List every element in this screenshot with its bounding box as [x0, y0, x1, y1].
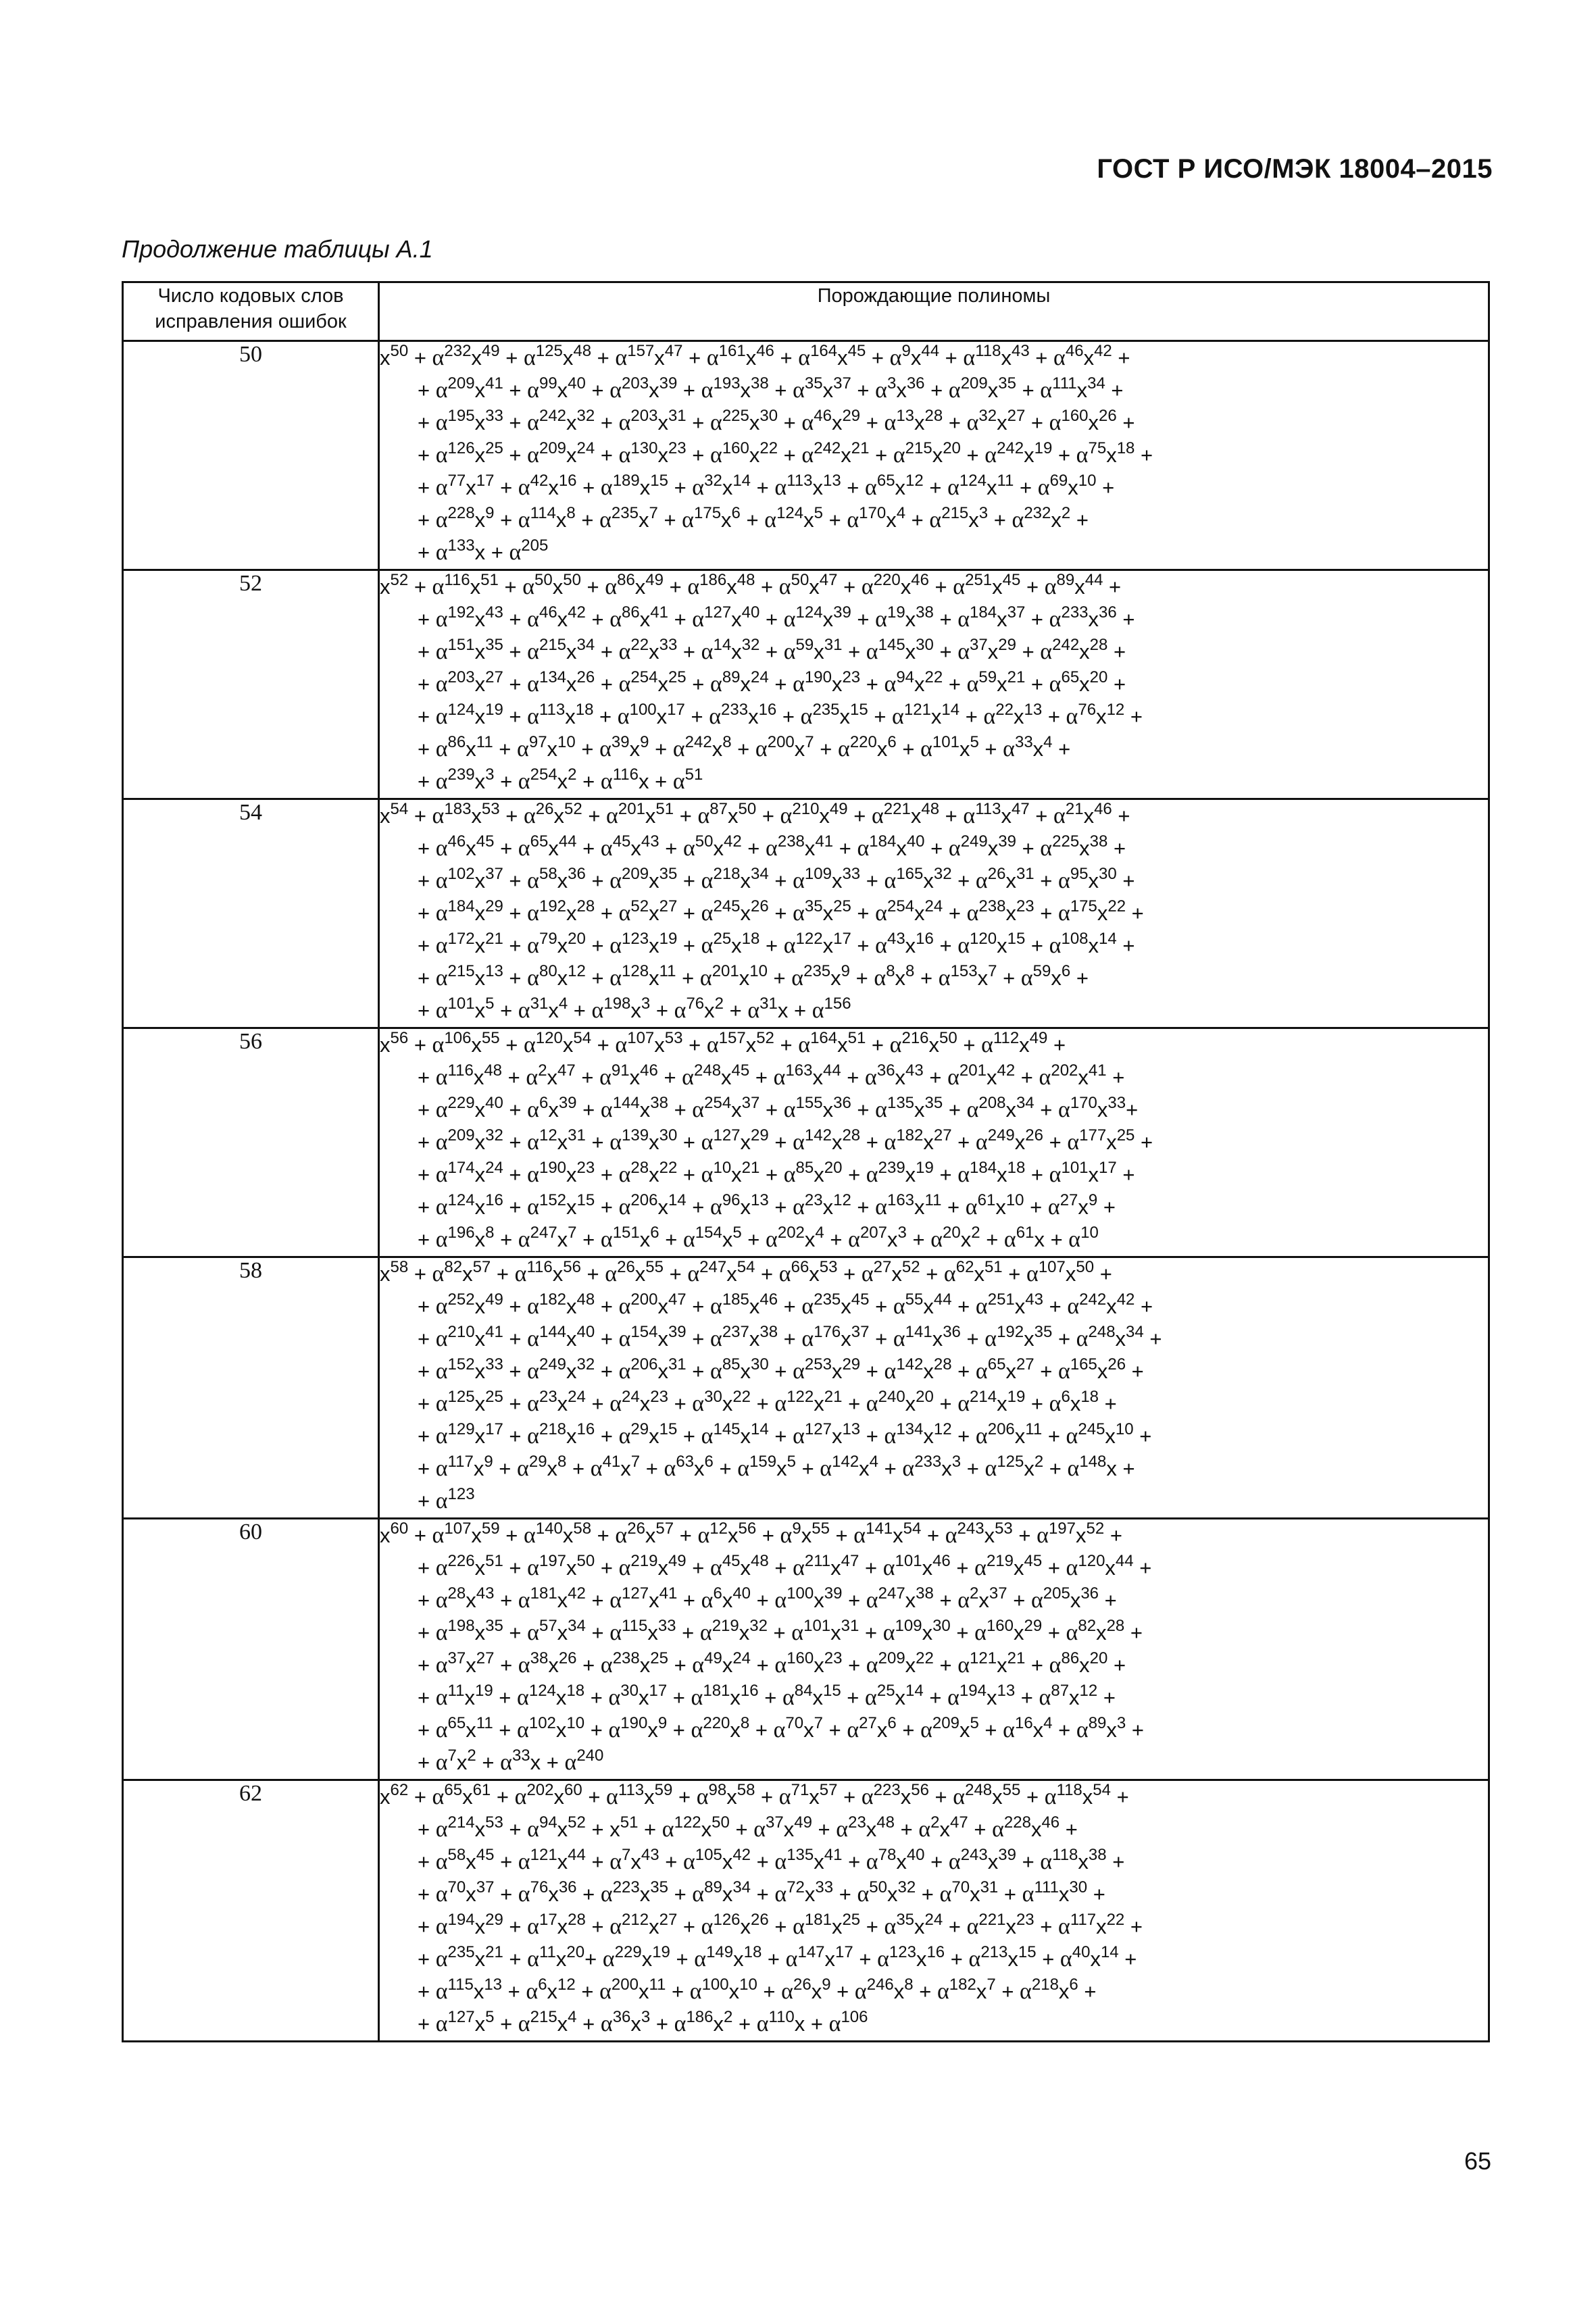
- generator-polynomial: [379, 341, 1489, 570]
- generator-polynomial: [379, 799, 1489, 1028]
- polynomial-line: + α7x2 + α33x + α240: [418, 1746, 604, 1775]
- page-number: 65: [1464, 2147, 1491, 2175]
- error-correction-count: 50: [123, 341, 379, 570]
- polynomial-line: + α115x13 + α6x12 + α200x11 + α100x10 + α26x9 + α246x8 + α182x7 + α218x6 +: [418, 1976, 1097, 2004]
- error-correction-count: 58: [123, 1257, 379, 1519]
- table-row: [123, 1257, 1489, 1519]
- polynomial-line: x62 + α65x61 + α202x60 + α113x59 + α98x58 + α71x57 + α223x56 + α248x55 + α118x54 +: [380, 1781, 1129, 1809]
- polynomial-line: + α28x43 + α181x42 + α127x41 + α6x40 + α100x39 + α247x38 + α2x37 + α205x36 +: [418, 1584, 1117, 1613]
- generator-polynomial: [379, 570, 1489, 799]
- polynomial-line: + α127x5 + α215x4 + α36x3 + α186x2 + α110x + α106: [418, 2008, 868, 2036]
- polynomial-line: + α125x25 + α23x24 + α24x23 + α30x22 + α122x21 + α240x20 + α214x19 + α6x18 +: [418, 1388, 1117, 1416]
- polynomial-line: + α174x24 + α190x23 + α28x22 + α10x21 + α85x20 + α239x19 + α184x18 + α101x17 +: [418, 1159, 1135, 1187]
- column-header-count-line2: исправления ошибок: [155, 311, 347, 332]
- table-body: [123, 341, 1489, 2042]
- polynomial-line: + α11x19 + α124x18 + α30x17 + α181x16 + α84x15 + α25x14 + α194x13 + α87x12 +: [418, 1682, 1116, 1710]
- polynomial-line: + α209x32 + α12x31 + α139x30 + α127x29 + α142x28 + α182x27 + α249x26 + α177x25 +: [418, 1126, 1153, 1155]
- table-row: [123, 341, 1489, 570]
- polynomial-line: + $\alpha^{77}x^{17} + \alpha^{42}x^{16} + \alpha^{189}x^{15} + \alpha^{32}x^{14} + \alpha^{113}x^{13} + \alpha^{65}x^{12} + \alpha^{124}x^{11} + \alpha^{69}x^{10}$ +: [418, 472, 1115, 500]
- polynomial-line: + α194x29 + α17x28 + α212x27 + α126x26 + α181x25 + α35x24 + α221x23 + α117x22 +: [418, 1911, 1143, 1939]
- table-row: [123, 1780, 1489, 2042]
- error-correction-count: 52: [123, 570, 379, 799]
- polynomial-line: + α70x37 + α76x36 + α223x35 + α89x34 + α72x33 + α50x32 + α70x31 + α111x30 +: [418, 1878, 1105, 1907]
- polynomial-line: + $\alpha^{195}x^{33} + \alpha^{242}x^{32} + \alpha^{203}x^{31} + \alpha^{225}x^{30} + \alpha^{46}x^{29} + \alpha^{13}x^{28} + \alpha^{32}x^{27} + \alpha^{160}x^{26}$ +: [418, 407, 1135, 435]
- polynomial-line: + α226x51 + α197x50 + α219x49 + α45x48 + α211x47 + α101x46 + α219x45 + α120x44 +: [418, 1552, 1152, 1580]
- polynomial-line: + α214x53 + α94x52 + x51 + α122x50 + α37x49 + α23x48 + α2x47 + α228x46 +: [418, 1813, 1078, 1842]
- polynomial-line: + α65x11 + α102x10 + α190x9 + α220x8 + α70x7 + α27x6 + α209x5 + α16x4 + α89x3 +: [418, 1714, 1144, 1742]
- polynomial-line: + α123: [418, 1485, 475, 1513]
- polynomial-line: + $\alpha^{203}x^{27} + \alpha^{134}x^{26} + \alpha^{254}x^{25} + \alpha^{89}x^{24} + \alpha^{190}x^{23} + \alpha^{94}x^{22} + \alpha^{59}x^{21} + \alpha^{65}x^{20}$ +: [418, 668, 1126, 697]
- polynomial-line: $x^{54} + \alpha^{183}x^{53} + \alpha^{26}x^{52} + \alpha^{201}x^{51} + \alpha^{87}x^{50} + \alpha^{210}x^{49} + \alpha^{221}x^{48} + \alpha^{113}x^{47} + \alpha^{21}x^{46}$ +: [380, 800, 1130, 828]
- polynomial-line: + $\alpha^{209}x^{41} + \alpha^{99}x^{40} + \alpha^{203}x^{39} + \alpha^{193}x^{38} + \alpha^{35}x^{37} + \alpha^3x^{36} + \alpha^{209}x^{35} + \alpha^{111}x^{34}$ +: [418, 374, 1124, 403]
- error-correction-count: 54: [123, 799, 379, 1028]
- document-header: ГОСТ Р ИСО/МЭК 18004–2015: [1097, 154, 1493, 184]
- table-row: [123, 570, 1489, 799]
- polynomial-line: x56 + α106x55 + α120x54 + α107x53 + α157x52 + α164x51 + α216x50 + α112x49 +: [380, 1029, 1066, 1057]
- polynomial-line: + $\alpha^{126}x^{25} + \alpha^{209}x^{24} + \alpha^{130}x^{23} + \alpha^{160}x^{22} + \alpha^{242}x^{21} + \alpha^{215}x^{20} + \alpha^{242}x^{19} + \alpha^{75}x^{18}$ +: [418, 439, 1153, 468]
- polynomial-line: + α235x21 + α11x20+ α229x19 + α149x18 + α147x17 + α123x16 + α213x15 + α40x14 +: [418, 1943, 1137, 1971]
- column-header-count-line1: Число кодовых слов: [157, 285, 344, 307]
- polynomial-line: + α210x41 + α144x40 + α154x39 + α237x38 + α176x37 + α141x36 + α192x35 + α248x34 +: [418, 1323, 1162, 1351]
- polynomial-line: + α198x35 + α57x34 + α115x33 + α219x32 + α101x31 + α109x30 + α160x29 + α82x28 +: [418, 1617, 1143, 1645]
- polynomial-line: + α37x27 + α38x26 + α238x25 + α49x24 + α160x23 + α209x22 + α121x21 + α86x20 +: [418, 1649, 1126, 1678]
- error-correction-count: 56: [123, 1028, 379, 1257]
- polynomial-table: [122, 281, 1490, 2042]
- column-header-polynomials: Порождающие полиномы: [379, 282, 1489, 341]
- polynomial-line: x58 + α82x57 + α116x56 + α26x55 + α247x54 + α66x53 + α27x52 + α62x51 + α107x50 +: [380, 1258, 1112, 1286]
- generator-polynomial: [379, 1519, 1489, 1780]
- polynomial-line: + $\alpha^{184}x^{29} + \alpha^{192}x^{28} + \alpha^{52}x^{27} + \alpha^{245}x^{26} + \alpha^{35}x^{25} + \alpha^{254}x^{24} + \alpha^{238}x^{23} + \alpha^{175}x^{22}$ +: [418, 897, 1144, 926]
- polynomial-line: $x^{52} + \alpha^{116}x^{51} + \alpha^{50}x^{50} + \alpha^{86}x^{49} + \alpha^{186}x^{48} + \alpha^{50}x^{47} + \alpha^{220}x^{46} + \alpha^{251}x^{45} + \alpha^{89}x^{44}$ +: [380, 571, 1122, 599]
- polynomial-line: + α229x40 + α6x39 + α144x38 + α254x37 + α155x36 + α135x35 + α208x34 + α170x33+: [418, 1094, 1139, 1122]
- generator-polynomial: [379, 1028, 1489, 1257]
- polynomial-line: + $\alpha^{101}x^5 + \alpha^{31}x^4 + \alpha^{198}x^3 + \alpha^{76}x^2 + \alpha^{31}x + \alpha^{156}$: [418, 995, 851, 1023]
- error-correction-count: 60: [123, 1519, 379, 1780]
- polynomial-line: + $\alpha^{172}x^{21} + \alpha^{79}x^{20} + \alpha^{123}x^{19} + \alpha^{25}x^{18} + \alpha^{122}x^{17} + \alpha^{43}x^{16} + \alpha^{120}x^{15} + \alpha^{108}x^{14}$ +: [418, 930, 1135, 958]
- polynomial-line: x60 + α107x59 + α140x58 + α26x57 + α12x56 + α9x55 + α141x54 + α243x53 + α197x52 +: [380, 1519, 1122, 1548]
- column-header-count: [123, 282, 379, 341]
- polynomial-line: + $\alpha^{151}x^{35} + \alpha^{215}x^{34} + \alpha^{22}x^{33} + \alpha^{14}x^{32} + \alpha^{59}x^{31} + \alpha^{145}x^{30} + \alpha^{37}x^{29} + \alpha^{242}x^{28}$ +: [418, 636, 1126, 664]
- polynomial-line: + $\alpha^{215}x^{13} + \alpha^{80}x^{12} + \alpha^{128}x^{11} + \alpha^{201}x^{10} + \alpha^{235}x^9 + \alpha^8x^8 + \alpha^{153}x^7 + \alpha^{59}x^6$ +: [418, 962, 1089, 990]
- polynomial-line: + $\alpha^{124}x^{19} + \alpha^{113}x^{18} + \alpha^{100}x^{17} + \alpha^{233}x^{16} + \alpha^{235}x^{15} + \alpha^{121}x^{14} + \alpha^{22}x^{13} + \alpha^{76}x^{12}$ +: [418, 701, 1143, 729]
- polynomial-line: + $\alpha^{102}x^{37} + \alpha^{58}x^{36} + \alpha^{209}x^{35} + \alpha^{218}x^{34} + \alpha^{109}x^{33} + \alpha^{165}x^{32} + \alpha^{26}x^{31} + \alpha^{95}x^{30}$ +: [418, 865, 1135, 893]
- polynomial-line: + α152x33 + α249x32 + α206x31 + α85x30 + α253x29 + α142x28 + α65x27 + α165x26 +: [418, 1355, 1144, 1384]
- polynomial-line: + $\alpha^{192}x^{43} + \alpha^{46}x^{42} + \alpha^{86}x^{41} + \alpha^{127}x^{40} + \alpha^{124}x^{39} + \alpha^{19}x^{38} + \alpha^{184}x^{37} + \alpha^{233}x^{36}$ +: [418, 603, 1135, 632]
- polynomial-line: $x^{50} + \alpha^{232}x^{49} + \alpha^{125}x^{48} + \alpha^{157}x^{47} + \alpha^{161}x^{46} + \alpha^{164}x^{45} + \alpha^9x^{44} + \alpha^{118}x^{43} + \alpha^{46}x^{42}$ +: [380, 342, 1130, 370]
- polynomial-line: + $\alpha^{133}x + \alpha^{205}$: [418, 536, 549, 565]
- polynomial-line: + α117x9 + α29x8 + α41x7 + α63x6 + α159x5 + α142x4 + α233x3 + α125x2 + α148x +: [418, 1453, 1135, 1481]
- generator-polynomial: [379, 1257, 1489, 1519]
- polynomial-line: + α116x48 + α2x47 + α91x46 + α248x45 + α163x44 + α36x43 + α201x42 + α202x41 +: [418, 1061, 1125, 1090]
- table-header-row: [123, 282, 1489, 341]
- polynomial-line: + $\alpha^{86}x^{11} + \alpha^{97}x^{10} + \alpha^{39}x^9 + \alpha^{242}x^8 + \alpha^{200}x^7 + \alpha^{220}x^6 + \alpha^{101}x^5 + \alpha^{33}x^4$ +: [418, 733, 1071, 761]
- polynomial-line: + $\alpha^{228}x^9 + \alpha^{114}x^8 + \alpha^{235}x^7 + \alpha^{175}x^6 + \alpha^{124}x^5 + \alpha^{170}x^4 + \alpha^{215}x^3 + \alpha^{232}x^2$ +: [418, 504, 1089, 532]
- polynomial-line: + α252x49 + α182x48 + α200x47 + α185x46 + α235x45 + α55x44 + α251x43 + α242x42 +: [418, 1290, 1153, 1319]
- polynomial-line: + $\alpha^{46}x^{45} + \alpha^{65}x^{44} + \alpha^{45}x^{43} + \alpha^{50}x^{42} + \alpha^{238}x^{41} + \alpha^{184}x^{40} + \alpha^{249}x^{39} + \alpha^{225}x^{38}$ +: [418, 832, 1126, 861]
- error-correction-count: 62: [123, 1780, 379, 2042]
- polynomial-line: + α129x17 + α218x16 + α29x15 + α145x14 + α127x13 + α134x12 + α206x11 + α245x10 +: [418, 1420, 1152, 1449]
- generator-polynomial: [379, 1780, 1489, 2042]
- table-row: [123, 1028, 1489, 1257]
- polynomial-line: + $\alpha^{239}x^3 + \alpha^{254}x^2 + \alpha^{116}x + \alpha^{51}$: [418, 765, 703, 794]
- polynomial-line: + α58x45 + α121x44 + α7x43 + α105x42 + α135x41 + α78x40 + α243x39 + α118x38 +: [418, 1846, 1125, 1874]
- table-row: [123, 1519, 1489, 1780]
- polynomial-line: + α124x16 + α152x15 + α206x14 + α96x13 + α23x12 + α163x11 + α61x10 + α27x9 +: [418, 1191, 1116, 1219]
- table-caption: Продолжение таблицы А.1: [122, 235, 433, 263]
- polynomial-line: + α196x8 + α247x7 + α151x6 + α154x5 + α202x4 + α207x3 + α20x2 + α61x + α10: [418, 1224, 1099, 1252]
- table-row: [123, 799, 1489, 1028]
